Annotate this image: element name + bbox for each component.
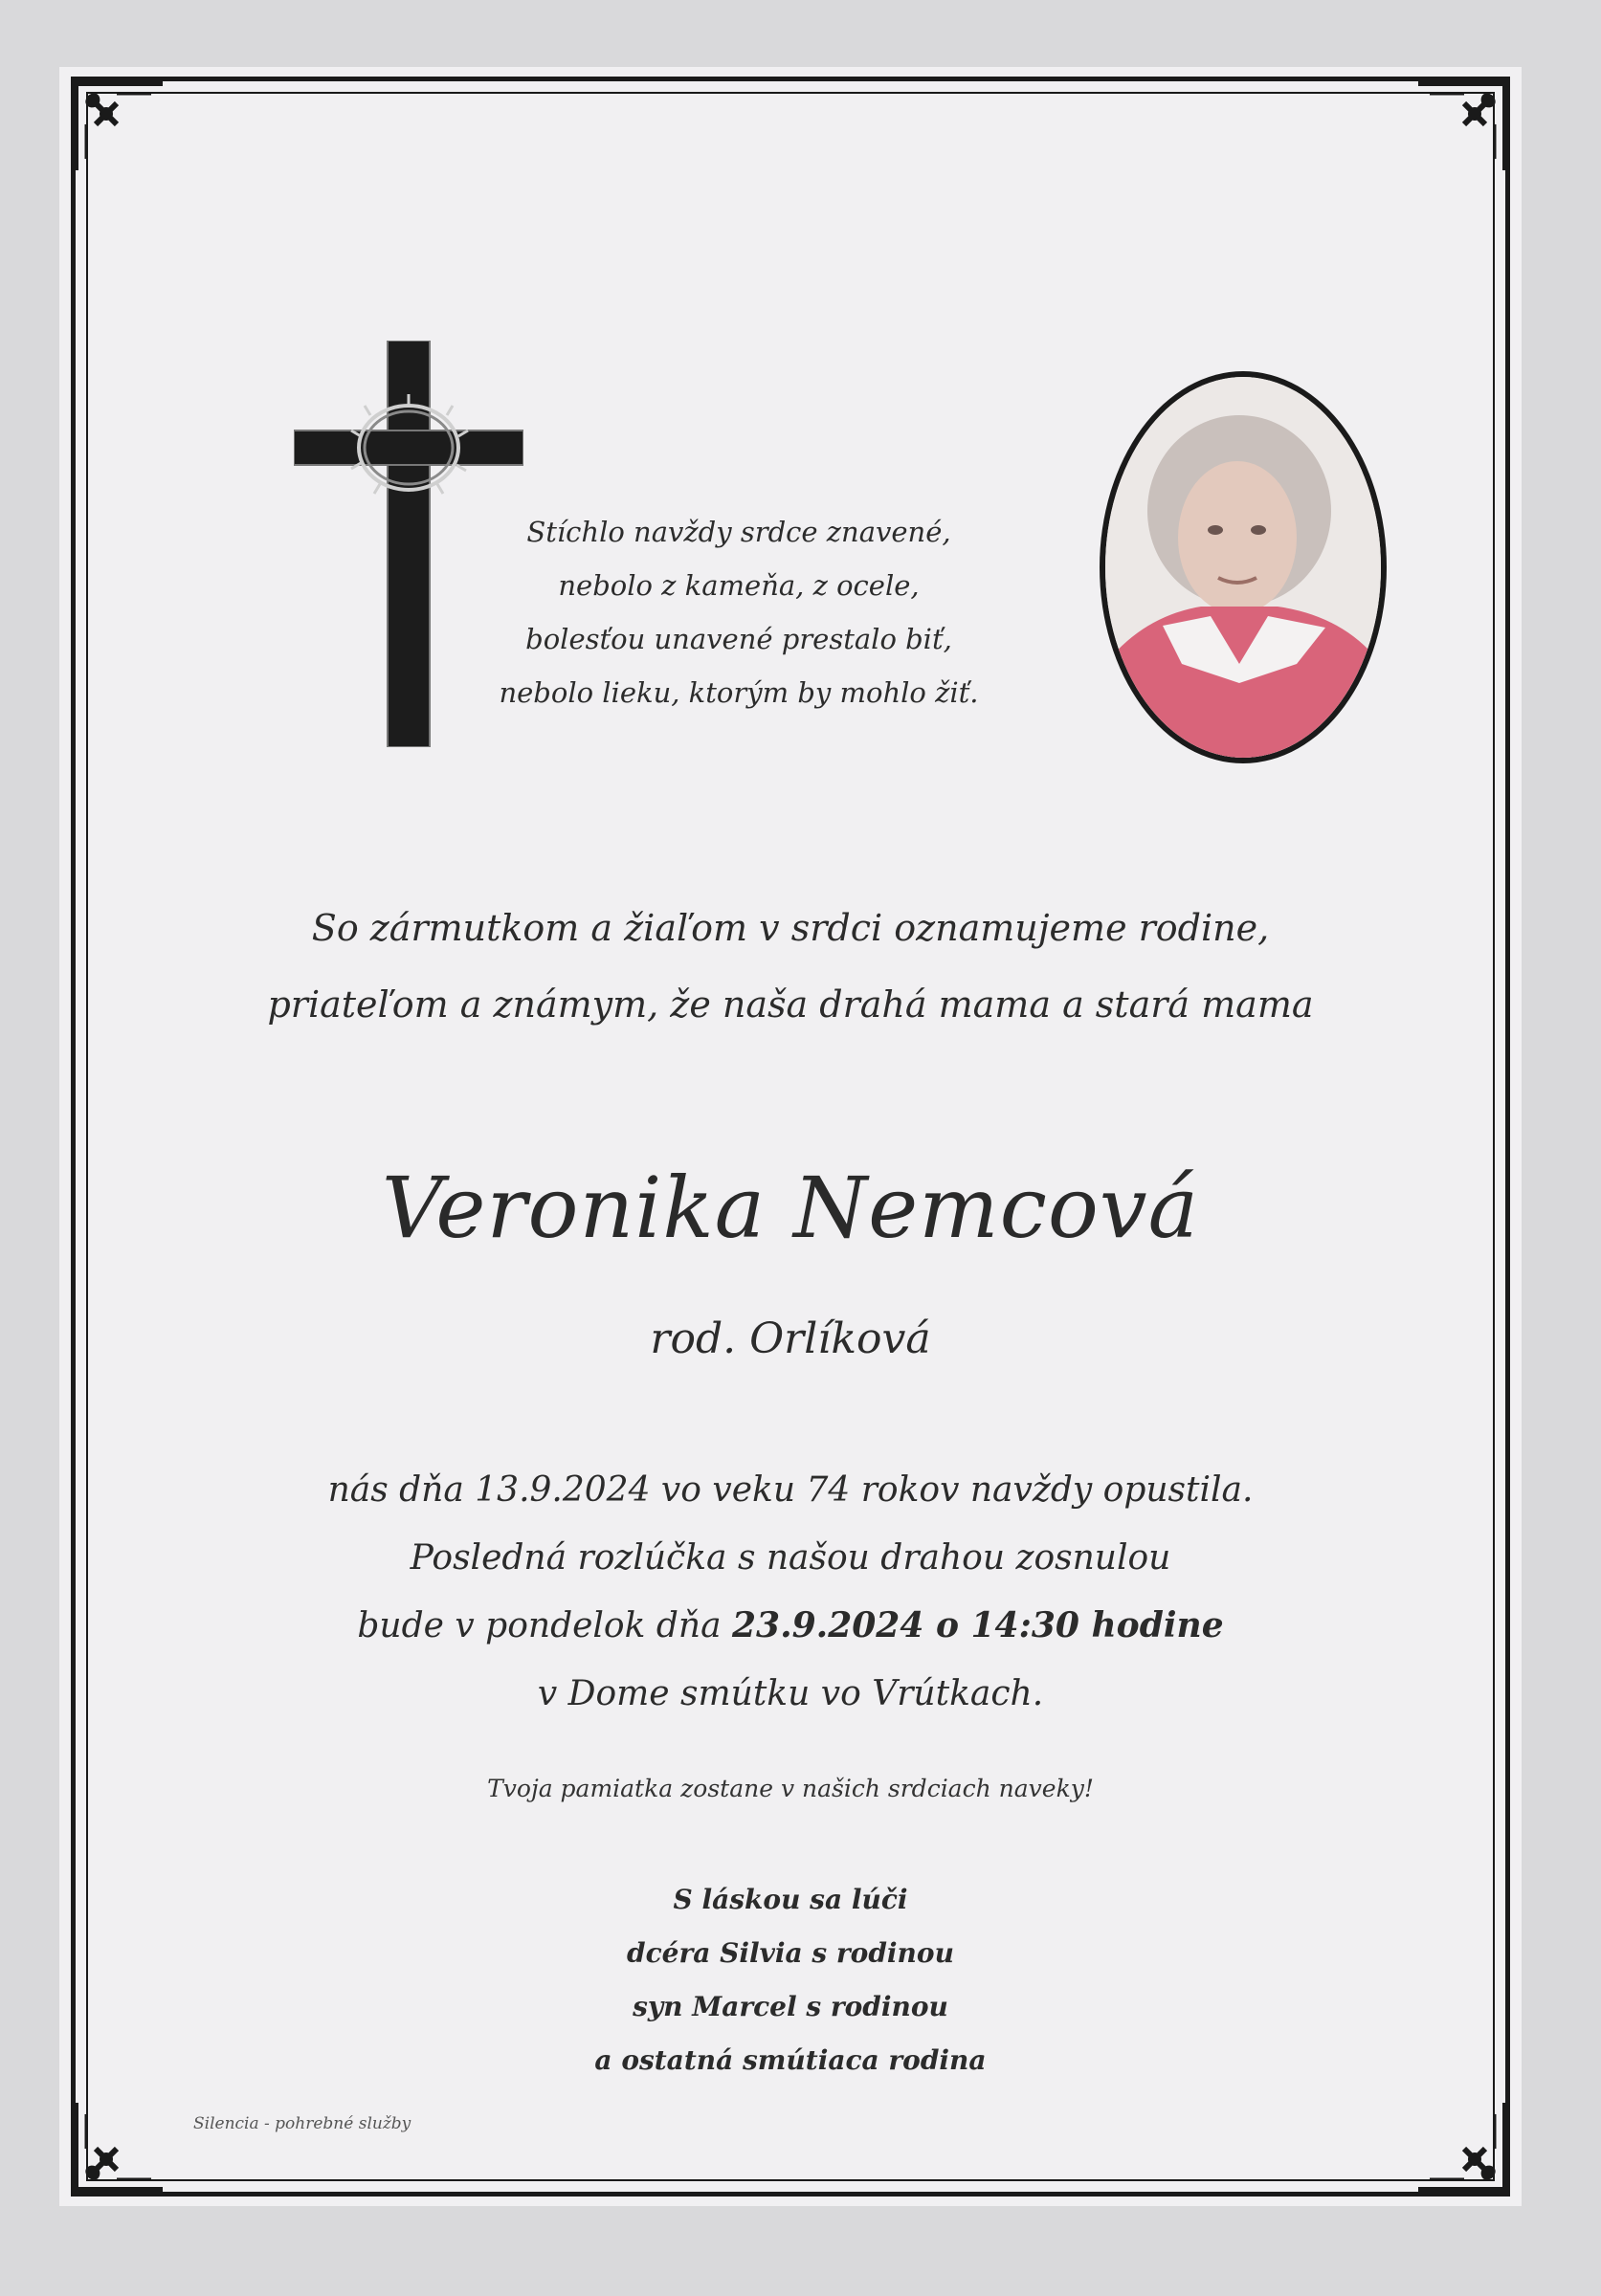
corner-ornament-icon: [1407, 2091, 1522, 2206]
memory-line: Tvoja pamiatka zostane v našich srdciach naveky!: [487, 1775, 1094, 1802]
portrait-photo: [1105, 377, 1381, 758]
maiden-name: rod. Orlíková: [650, 1314, 931, 1363]
corner-ornament-icon: [59, 67, 174, 182]
signoff-line: S láskou sa lúči: [673, 1884, 908, 1915]
intro-line: So zármutkom a žiaľom v srdci oznamujeme rodine,: [311, 907, 1270, 949]
signoff-line: syn Marcel s rodinou: [633, 1991, 948, 2022]
funeral-service-credit: Silencia - pohrebné služby: [193, 2114, 411, 2133]
obituary-sheet: [59, 67, 1522, 2206]
details-line-prefix: bude v pondelok dňa: [357, 1606, 732, 1645]
deceased-name: Veronika Nemcová: [381, 1159, 1200, 1257]
poem-line: nebolo z kameňa, z ocele,: [558, 569, 920, 602]
poem-line: bolesťou unavené prestalo biť,: [525, 623, 952, 655]
portrait-illustration: [1105, 377, 1381, 758]
signoff-line: a ostatná smútiaca rodina: [594, 2044, 987, 2076]
announcement-intro: [203, 890, 1378, 1043]
intro-line: priateľom a známym, že naša drahá mama a stará mama: [267, 983, 1314, 1026]
signoff-line: dcéra Silvia s rodinou: [627, 1937, 954, 1969]
funeral-details: [203, 1456, 1378, 1728]
details-line: [203, 1592, 1378, 1660]
poem-line: nebolo lieku, ktorým by mohlo žiť.: [499, 676, 979, 709]
details-line: Posledná rozlúčka s našou drahou zosnulou: [410, 1538, 1171, 1578]
family-signoff: [203, 1873, 1378, 2087]
corner-ornament-icon: [1407, 67, 1522, 182]
poem-line: Stíchlo navždy srdce znavené,: [526, 516, 951, 548]
funeral-date-time: 23.9.2024 o 14:30 hodine: [732, 1605, 1224, 1645]
corner-ornament-icon: [59, 2091, 174, 2206]
details-line: nás dňa 13.9.2024 vo veku 74 rokov navždy opustila.: [327, 1470, 1254, 1510]
poem-block: [471, 505, 1007, 719]
portrait-frame: [1100, 371, 1387, 763]
details-line: v Dome smútku vo Vrútkach.: [537, 1674, 1044, 1713]
